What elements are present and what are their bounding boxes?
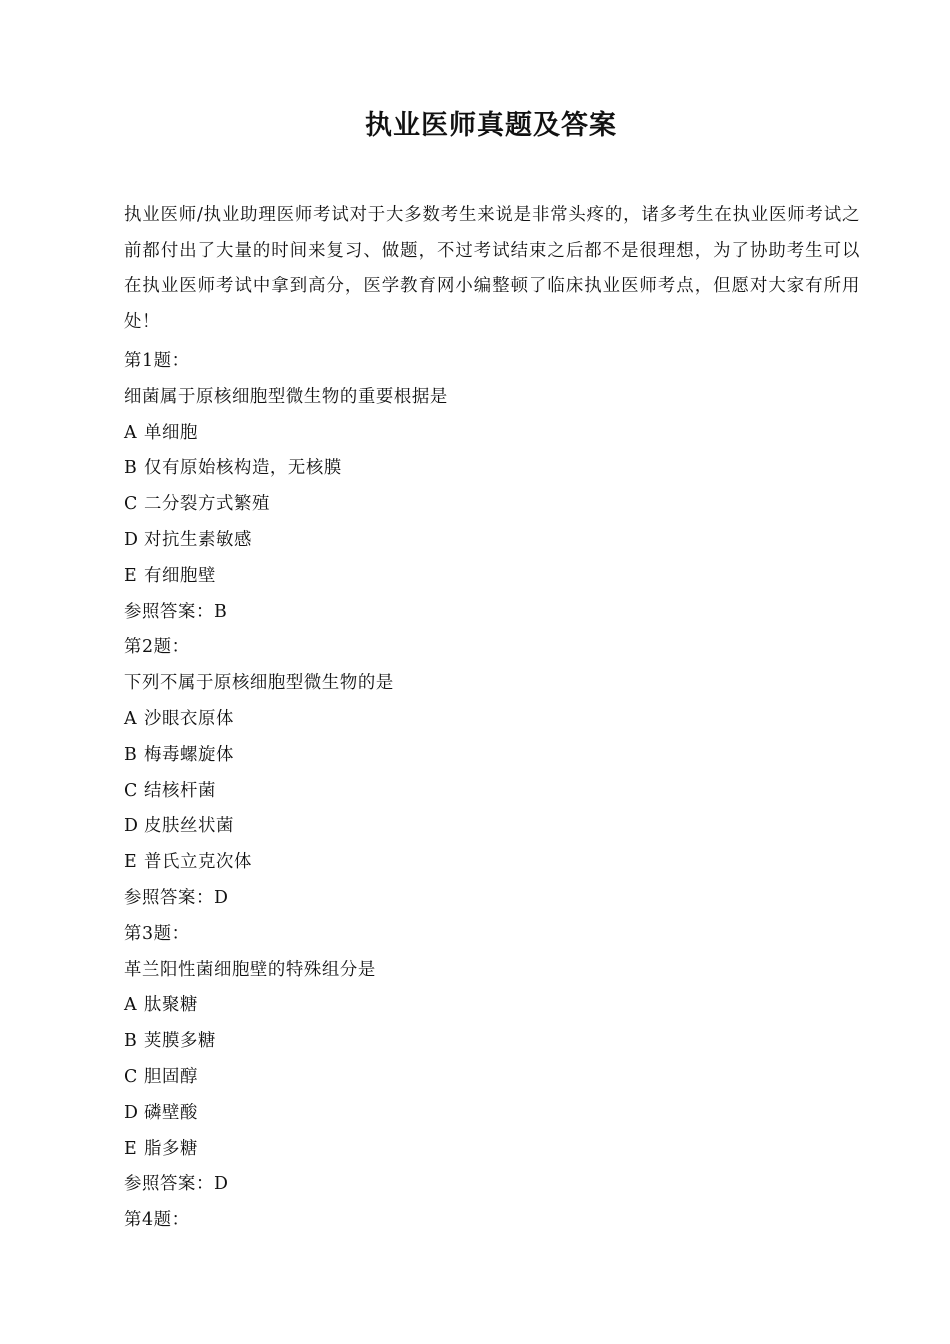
option-text: 普氏立克次体 [144,852,252,873]
option-text: 结核杆菌 [144,780,216,801]
page-title: 执业医师真题及答案 [365,110,617,141]
question-stem: 革兰阳性菌细胞壁的特殊组分是 [124,959,376,980]
option-text: 皮肤丝状菌 [144,816,234,837]
option-item [124,988,860,1024]
option-item [124,451,860,487]
option-item [124,1024,860,1060]
option-text: 仅有原始核构造，无核膜 [144,458,342,479]
question-label: 第3题： [124,923,190,944]
option-letter: E [124,852,138,873]
option-letter: D [124,529,139,550]
option-text: 有细胞壁 [144,565,216,586]
option-item [124,416,860,452]
option-letter: A [124,995,138,1016]
answer-line: 参照答案：D [124,1174,229,1195]
option-item [124,738,860,774]
option-item [124,774,860,810]
option-letter: A [124,708,138,729]
option-item [124,809,860,845]
option-text: 对抗生素敏感 [144,529,252,550]
option-item [124,1060,860,1096]
question-label: 第1题： [124,351,190,371]
option-text: 脂多糖 [144,1138,198,1159]
answer-line: 参照答案：B [124,601,228,622]
option-item [124,845,860,881]
question-stem: 细菌属于原核细胞型微生物的重要根据是 [124,386,448,407]
option-text: 肽聚糖 [144,995,198,1016]
option-letter: B [124,458,138,479]
option-item [124,487,860,523]
option-text: 沙眼衣原体 [144,708,234,729]
option-text: 磷壁酸 [144,1102,198,1123]
option-item [124,1096,860,1132]
option-item [124,702,860,738]
option-letter: E [124,565,138,586]
option-text: 二分裂方式繁殖 [144,494,270,515]
intro-paragraph: 执业医师/执业助理医师考试对于大多数考生来说是非常头疼的，诸多考生在执业医师考试之前都付出了大量的时间来复习、做题，不过考试结束之后都不是很理想，为了协助考生可以在执业医师考试中拿到高分，医学教育网小编整顿了临床执业医师考点，但愿对大家有所用处！ [124,205,860,332]
option-text: 单细胞 [144,422,198,443]
option-letter: B [124,1031,138,1052]
option-letter: D [124,816,139,837]
option-item [124,523,860,559]
option-letter: C [124,494,138,515]
option-letter: D [124,1102,139,1123]
question-stem: 下列不属于原核细胞型微生物的是 [124,673,394,694]
answer-line: 参照答案：D [124,887,229,908]
option-letter: C [124,780,138,801]
option-text: 胆固醇 [144,1066,198,1087]
question-list [124,344,860,1239]
option-item [124,1132,860,1168]
option-letter: C [124,1066,138,1087]
question-label: 第4题： [124,1210,190,1231]
option-letter: B [124,744,138,765]
option-letter: E [124,1138,138,1159]
question-label: 第2题： [124,637,190,658]
option-letter: A [124,422,138,443]
option-item [124,559,860,595]
option-text: 梅毒螺旋体 [144,744,234,765]
option-text: 荚膜多糖 [144,1031,216,1052]
